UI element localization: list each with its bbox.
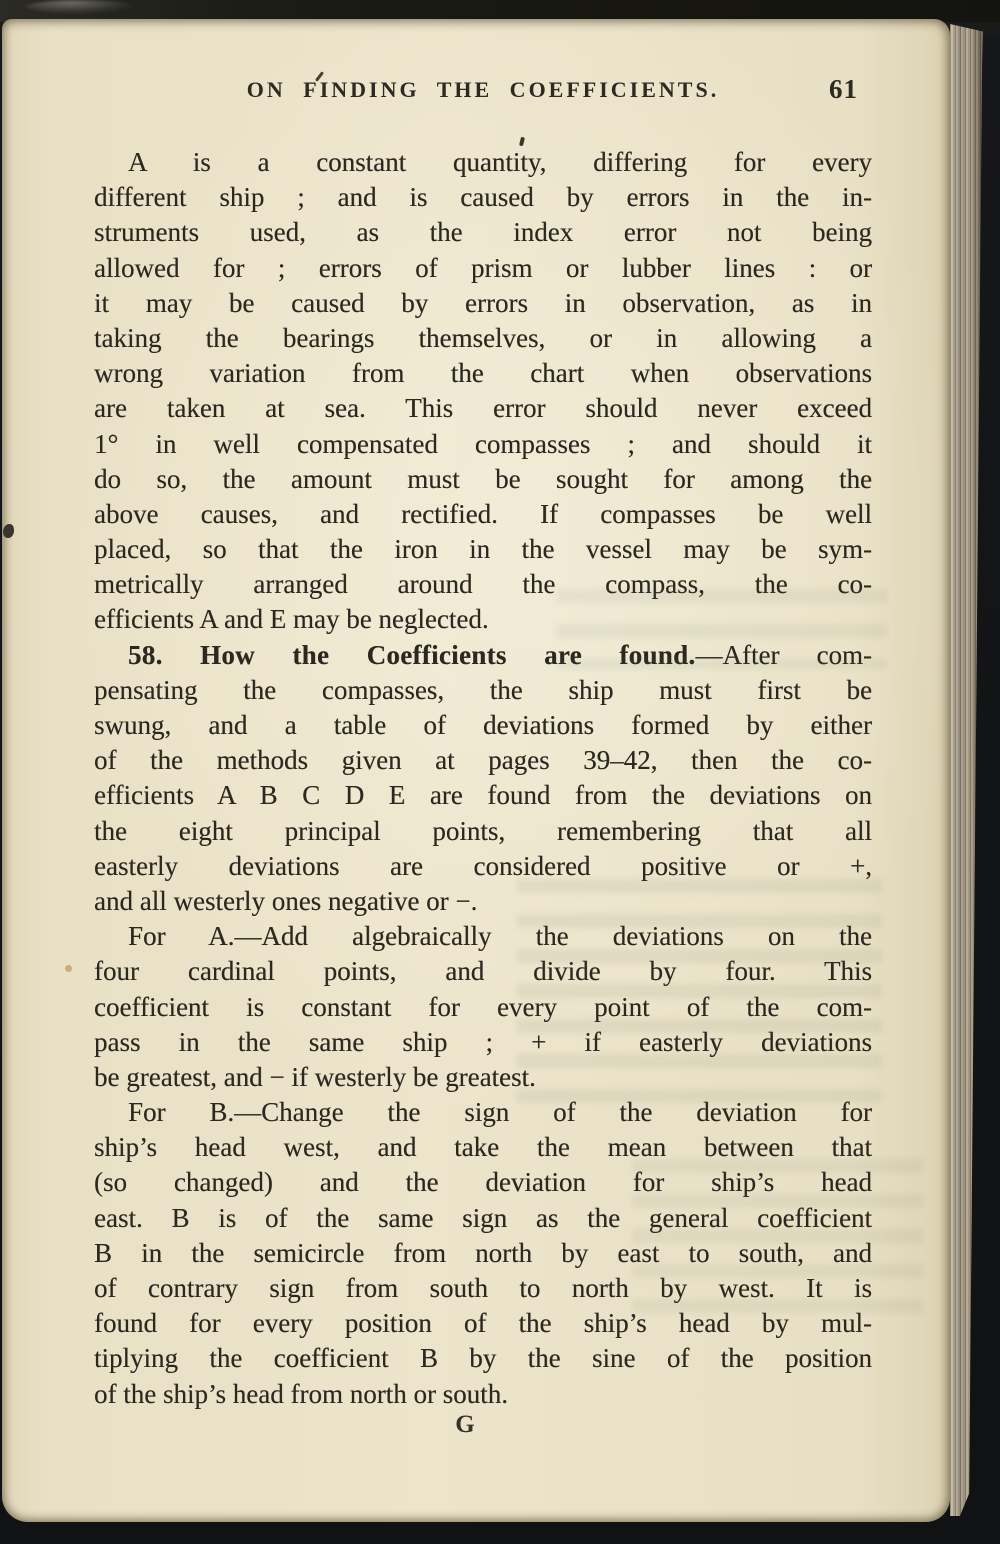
text-line: A is a constant quantity, differing for every: [128, 147, 872, 177]
text-line: (so changed) and the deviation for ship’s head: [94, 1167, 872, 1198]
page-header: [94, 74, 872, 117]
text-line: found for every position of the ship’s head by mul-: [94, 1308, 872, 1339]
text-line: east. B is of the same sign as the general coefficient: [94, 1202, 872, 1233]
running-title: ON FINDING THE COEFFICIENTS.: [246, 77, 720, 102]
text-line: pass in the same ship ; + if easterly deviations: [94, 1026, 872, 1057]
text-line: pensating the compasses, the ship must first be: [94, 674, 872, 705]
text-line: taking the bearings themselves, or in allowing a: [94, 322, 872, 353]
text-line: of the methods given at pages 39–42, then the co-: [94, 745, 872, 776]
signature-mark: G: [455, 1411, 475, 1438]
text-line: B in the semicircle from north by east to south, and: [94, 1237, 872, 1268]
text-line: coefficient is constant for every point of the com-: [94, 991, 872, 1022]
text-line: wrong variation from the chart when observations: [94, 358, 872, 389]
text-line: easterly deviations are considered positive or +,: [94, 850, 872, 881]
text-line: tiplying the coefficient B by the sine of the position: [94, 1343, 872, 1374]
text-line: of the ship’s head from north or south.: [94, 1378, 508, 1409]
page-footer: [94, 1411, 872, 1439]
text-line: efficients A and E may be neglected.: [94, 604, 489, 635]
text-line: of contrary sign from south to north by west. It is: [94, 1273, 872, 1303]
text-line: metrically arranged around the compass, the co-: [94, 569, 872, 600]
section-heading: 58. How the Coefficients are found.: [128, 639, 696, 670]
text-line: 1° in well compensated compasses ; and should it: [94, 428, 872, 459]
text-line: For B.—Change the sign of the deviation for: [128, 1097, 872, 1128]
text-line: allowed for ; errors of prism or lubber lines : or: [94, 252, 872, 283]
text-line: the eight principal points, remembering that all: [94, 815, 872, 846]
text-line: do so, the amount must be sought for among the: [94, 463, 872, 494]
text-line: swung, and a table of deviations formed by either: [94, 710, 872, 740]
paper-stain-speck: [65, 965, 72, 972]
book-page: [2, 19, 950, 1522]
book-fore-edge-pages: [950, 24, 983, 1516]
page-number: 61: [829, 74, 858, 104]
text-line: ship’s head west, and take the mean between that: [94, 1132, 872, 1163]
text-line: efficients A B C D E are found from the deviations on: [94, 780, 872, 811]
text-line: are taken at sea. This error should never exceed: [94, 393, 872, 424]
page-body-text: [94, 145, 872, 1412]
section-heading-continuation: —After com-: [695, 639, 872, 670]
text-line: be greatest, and − if westerly be greatest.: [94, 1061, 536, 1092]
text-line: and all westerly ones negative or −.: [94, 885, 478, 916]
text-line: struments used, as the index error not being: [94, 217, 872, 248]
text-line: For A.—Add algebraically the deviations on the: [128, 921, 872, 952]
cover-shine-highlight: [26, 0, 136, 14]
text-line: different ship ; and is caused by errors in the in-: [94, 182, 872, 213]
ink-speck: [3, 524, 14, 538]
text-line: above causes, and rectified. If compasses be well: [94, 498, 872, 529]
text-line: placed, so that the iron in the vessel may be sym-: [94, 534, 872, 565]
section-heading-line: [94, 638, 872, 673]
text-line: four cardinal points, and divide by four. This: [94, 956, 872, 987]
text-line: it may be caused by errors in observation, as in: [94, 287, 872, 318]
